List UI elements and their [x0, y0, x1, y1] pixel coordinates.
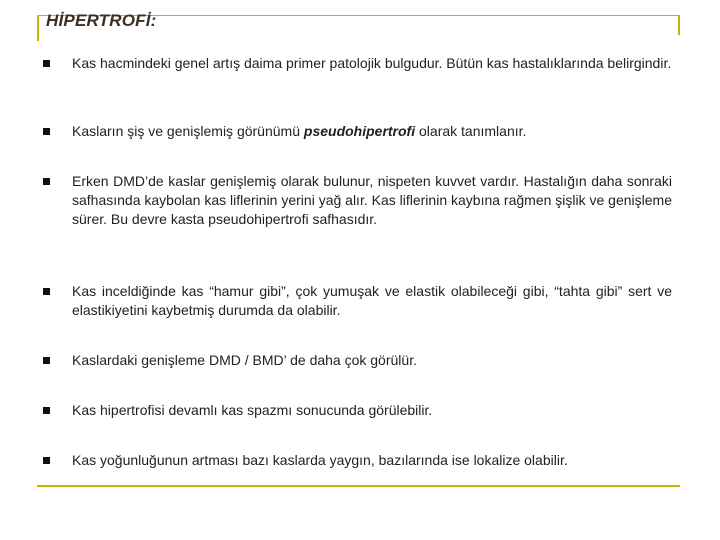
square-bullet-icon — [43, 457, 50, 464]
list-item-text: Kasların şiş ve genişlemiş görünümü — [72, 123, 304, 139]
emphasis-term: pseudohipertrofi — [303, 123, 416, 139]
list-item: Kas hacmindeki genel artış daima primer patolojik bulgudur. Bütün kas hastalıklarında belirgindir. — [72, 55, 672, 71]
square-bullet-icon — [43, 60, 50, 67]
list-item: Kas hipertrofisi devamlı kas spazmı sonucunda görülebilir. — [72, 402, 433, 418]
list-item — [72, 122, 672, 141]
list-item: Kas yoğunluğunun artması bazı kaslarda yaygın, bazılarında ise lokalize olabilir. — [72, 452, 568, 468]
list-item: Kaslardaki genişleme DMD / BMD’ de daha çok görülür. — [72, 352, 417, 368]
square-bullet-icon — [43, 288, 50, 295]
square-bullet-icon — [43, 178, 50, 185]
list-item: Kas inceldiğinde kas “hamur gibi”, çok yumuşak ve elastik olabileceği gibi, “tahta gibi” sert ve elastikiyetini kaybetmiş durumda da olabilir. — [72, 283, 672, 318]
square-bullet-icon — [43, 407, 50, 414]
slide-title: HİPERTROFİ: — [46, 11, 157, 30]
list-item-text: olarak tanımlanır. — [415, 123, 527, 139]
list-item: Erken DMD’de kaslar genişlemiş olarak bulunur, nispeten kuvvet vardır. Hastalığın daha sonraki safhasında kaybolan kas liflerinin yerini yağ alır. Kas liflerinin kaybına rağmen şişlik ve genişleme sürer. Bu devre kasta pseudohipertrofi safhasıdır. — [72, 173, 672, 227]
square-bullet-icon — [43, 128, 50, 135]
square-bullet-icon — [43, 357, 50, 364]
